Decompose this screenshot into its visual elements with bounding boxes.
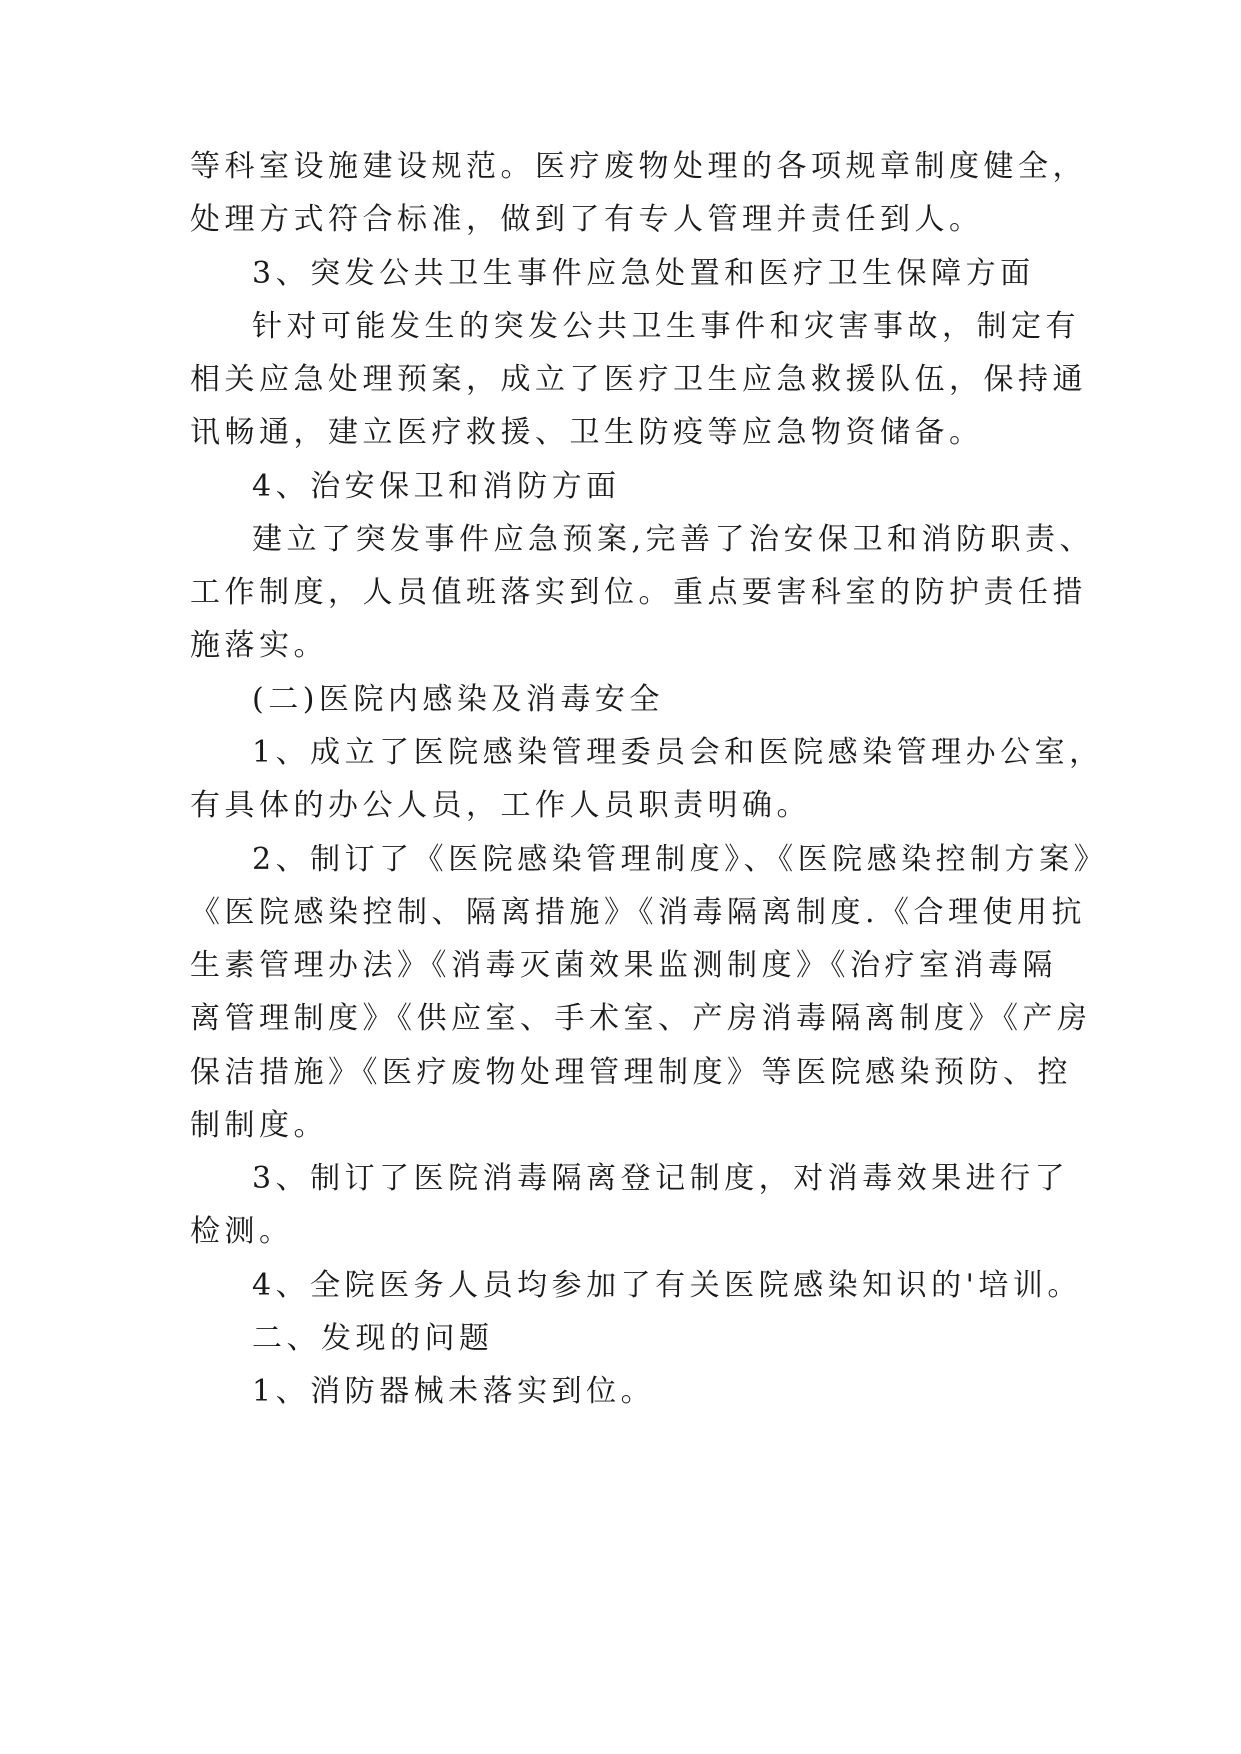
text-line: 针对可能发生的突发公共卫生事件和灾害事故，制定有 bbox=[252, 309, 1080, 344]
text-line: 1、消防器械未落实到位。 bbox=[252, 1374, 656, 1409]
section-heading: 4、治安保卫和消防方面 bbox=[252, 469, 621, 504]
section-heading: 二、发现的问题 bbox=[252, 1321, 494, 1356]
section-heading: (二)医院内感染及消毒安全 bbox=[252, 682, 664, 717]
text-line: 2、制订了《医院感染管理制度》、《医院感染控制方案》 bbox=[252, 842, 1109, 877]
text-line: 检测。 bbox=[190, 1214, 294, 1249]
text-line: 有具体的办公人员，工作人员职责明确。 bbox=[190, 788, 811, 823]
text-line: 等科室设施建设规范。医疗废物处理的各项规章制度健全， bbox=[190, 149, 1087, 184]
text-line: 制制度。 bbox=[190, 1108, 328, 1143]
text-line: 相关应急处理预案，成立了医疗卫生应急救援队伍，保持通 bbox=[190, 362, 1087, 397]
text-line: 讯畅通，建立医疗救援、卫生防疫等应急物资储备。 bbox=[190, 415, 984, 450]
text-line: 建立了突发事件应急预案,完善了治安保卫和消防职责、 bbox=[252, 522, 1095, 557]
text-line: 工作制度，人员值班落实到位。重点要害科室的防护责任措 bbox=[190, 575, 1087, 610]
text-line: 离管理制度》《供应室、手术室、产房消毒隔离制度》《产房 bbox=[190, 1001, 1092, 1036]
text-line: 生素管理办法》《消毒灭菌效果监测制度》《治疗室消毒隔 bbox=[190, 948, 1057, 983]
text-line: 保洁措施》《医疗废物处理管理制度》等医院感染预防、控 bbox=[190, 1055, 1072, 1090]
text-line: 3、制订了医院消毒隔离登记制度，对消毒效果进行了 bbox=[252, 1161, 1070, 1196]
text-line: 《医院感染控制、隔离措施》《消毒隔离制度.《合理使用抗 bbox=[190, 895, 1087, 930]
text-line: 4、全院医务人员均参加了有关医院感染知识的'培训。 bbox=[252, 1268, 1082, 1303]
text-line: 处理方式符合标准，做到了有专人管理并责任到人。 bbox=[190, 202, 984, 237]
text-line: 施落实。 bbox=[190, 628, 328, 663]
text-line: 1、成立了医院感染管理委员会和医院感染管理办公室， bbox=[252, 735, 1104, 770]
section-heading: 3、突发公共卫生事件应急处置和医疗卫生保障方面 bbox=[252, 256, 1035, 291]
